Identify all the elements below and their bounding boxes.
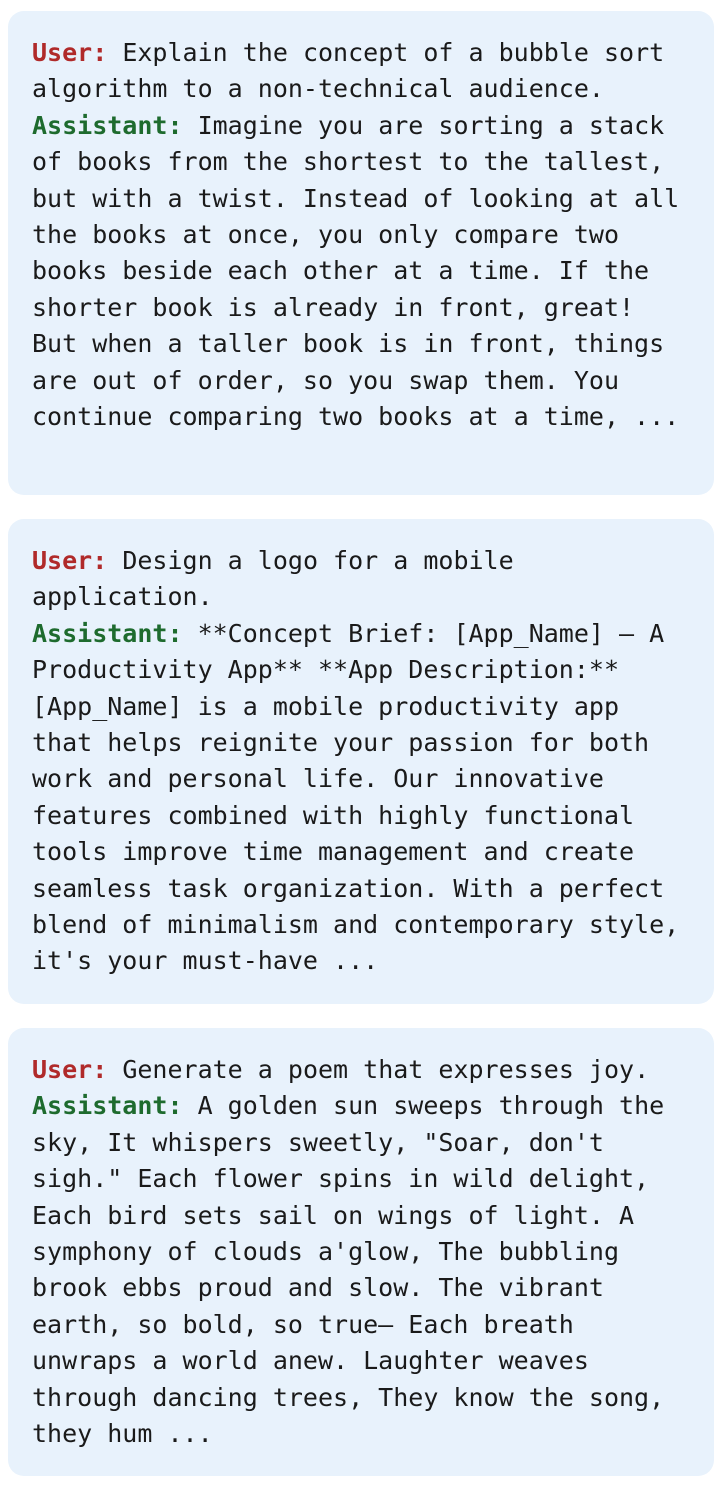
user-turn	[32, 1052, 692, 1088]
conversation-card-1	[8, 11, 714, 495]
assistant-turn	[32, 1088, 692, 1452]
user-label: User:	[32, 1055, 108, 1084]
user-message: Explain the concept of a bubble sort algorithm to a non-technical audience.	[32, 38, 665, 104]
assistant-turn	[32, 616, 692, 980]
conversation-card-2	[8, 519, 714, 1004]
assistant-label: Assistant:	[32, 110, 183, 140]
assistant-label: Assistant:	[32, 618, 183, 648]
assistant-message: **Concept Brief: [App_Name] – A Productivity App** **App Description:** [App_Name] is a mobile productivity app that helps reignite your passion for both work and personal life. Our innovative features combined with highly functional tools improve time management and create seamless task organization. With a perfect blend of minimalism and contemporary style, it's your must-have ...	[32, 618, 680, 976]
conversation-card-3	[8, 1028, 714, 1476]
user-message: Generate a poem that expresses joy.	[122, 1055, 650, 1084]
user-message: Design a logo for a mobile application.	[32, 546, 514, 612]
assistant-label: Assistant:	[32, 1091, 183, 1121]
user-turn	[32, 35, 692, 108]
user-label: User:	[32, 38, 108, 67]
assistant-message: A golden sun sweeps through the sky, It whispers sweetly, "Soar, don't sigh." Each flower spins in wild delight, Each bird sets sail on wings of light. A symphony of clouds a'glow, The bubbling brook ebbs proud and slow. The vibrant earth, so bold, so true– Each breath unwraps a world anew. Laughter weaves through dancing trees, They know the song, they hum ...	[32, 1091, 665, 1449]
assistant-turn	[32, 108, 692, 436]
user-turn	[32, 543, 692, 616]
user-label: User:	[32, 546, 108, 575]
assistant-message: Imagine you are sorting a stack of books from the shortest to the tallest, but with a twist. Instead of looking at all the books at once, you only compare two books beside each other at a time. If the shorter book is already in front, great! But when a taller book is in front, things are out of order, so you swap them. You continue comparing two books at a time, ...	[32, 110, 680, 432]
